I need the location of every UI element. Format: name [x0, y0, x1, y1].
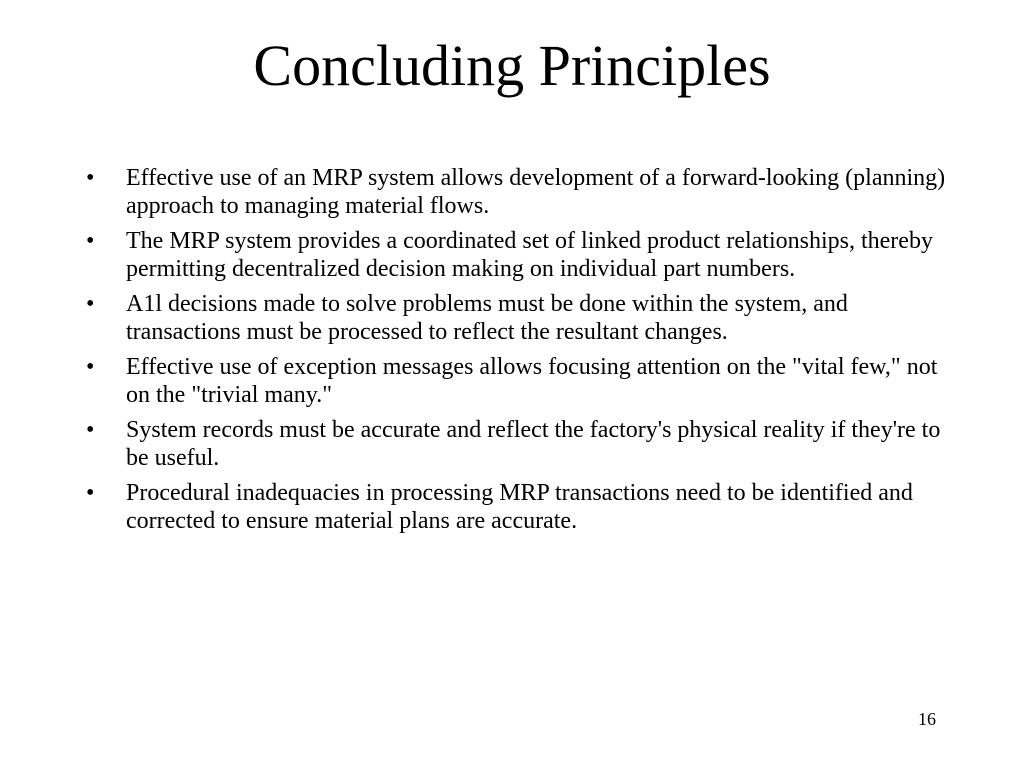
- bullet-list: [86, 164, 946, 542]
- bullet-item-5: [86, 416, 946, 472]
- bullet-text: A1l decisions made to solve problems must be done within the system, and transactions must be processed to reflect the resultant changes.: [126, 291, 848, 345]
- bullet-item-2: [86, 227, 946, 283]
- bullet-item-1: [86, 164, 946, 220]
- bullet-icon: •: [86, 354, 95, 380]
- bullet-text: Effective use of exception messages allows focusing attention on the "vital few," not on the "trivial many.": [126, 354, 938, 408]
- bullet-text: System records must be accurate and reflect the factory's physical reality if they're to be useful.: [126, 417, 941, 471]
- bullet-item-3: [86, 290, 946, 346]
- bullet-text: Procedural inadequacies in processing MRP transactions need to be identified and corrected to ensure material plans are accurate.: [126, 480, 913, 534]
- bullet-text: The MRP system provides a coordinated set of linked product relationships, thereby permitting decentralized decision making on individual part numbers.: [126, 228, 933, 282]
- slide-title: Concluding Principles: [253, 33, 771, 98]
- bullet-icon: •: [86, 165, 95, 191]
- bullet-item-4: [86, 353, 946, 409]
- bullet-item-6: [86, 479, 946, 535]
- bullet-icon: •: [86, 480, 95, 506]
- bullet-text: Effective use of an MRP system allows development of a forward-looking (planning) approach to managing material flows.: [126, 165, 946, 219]
- page-number: 16: [918, 709, 936, 729]
- bullet-icon: •: [86, 291, 95, 317]
- bullet-icon: •: [86, 228, 95, 254]
- bullet-icon: •: [86, 417, 95, 443]
